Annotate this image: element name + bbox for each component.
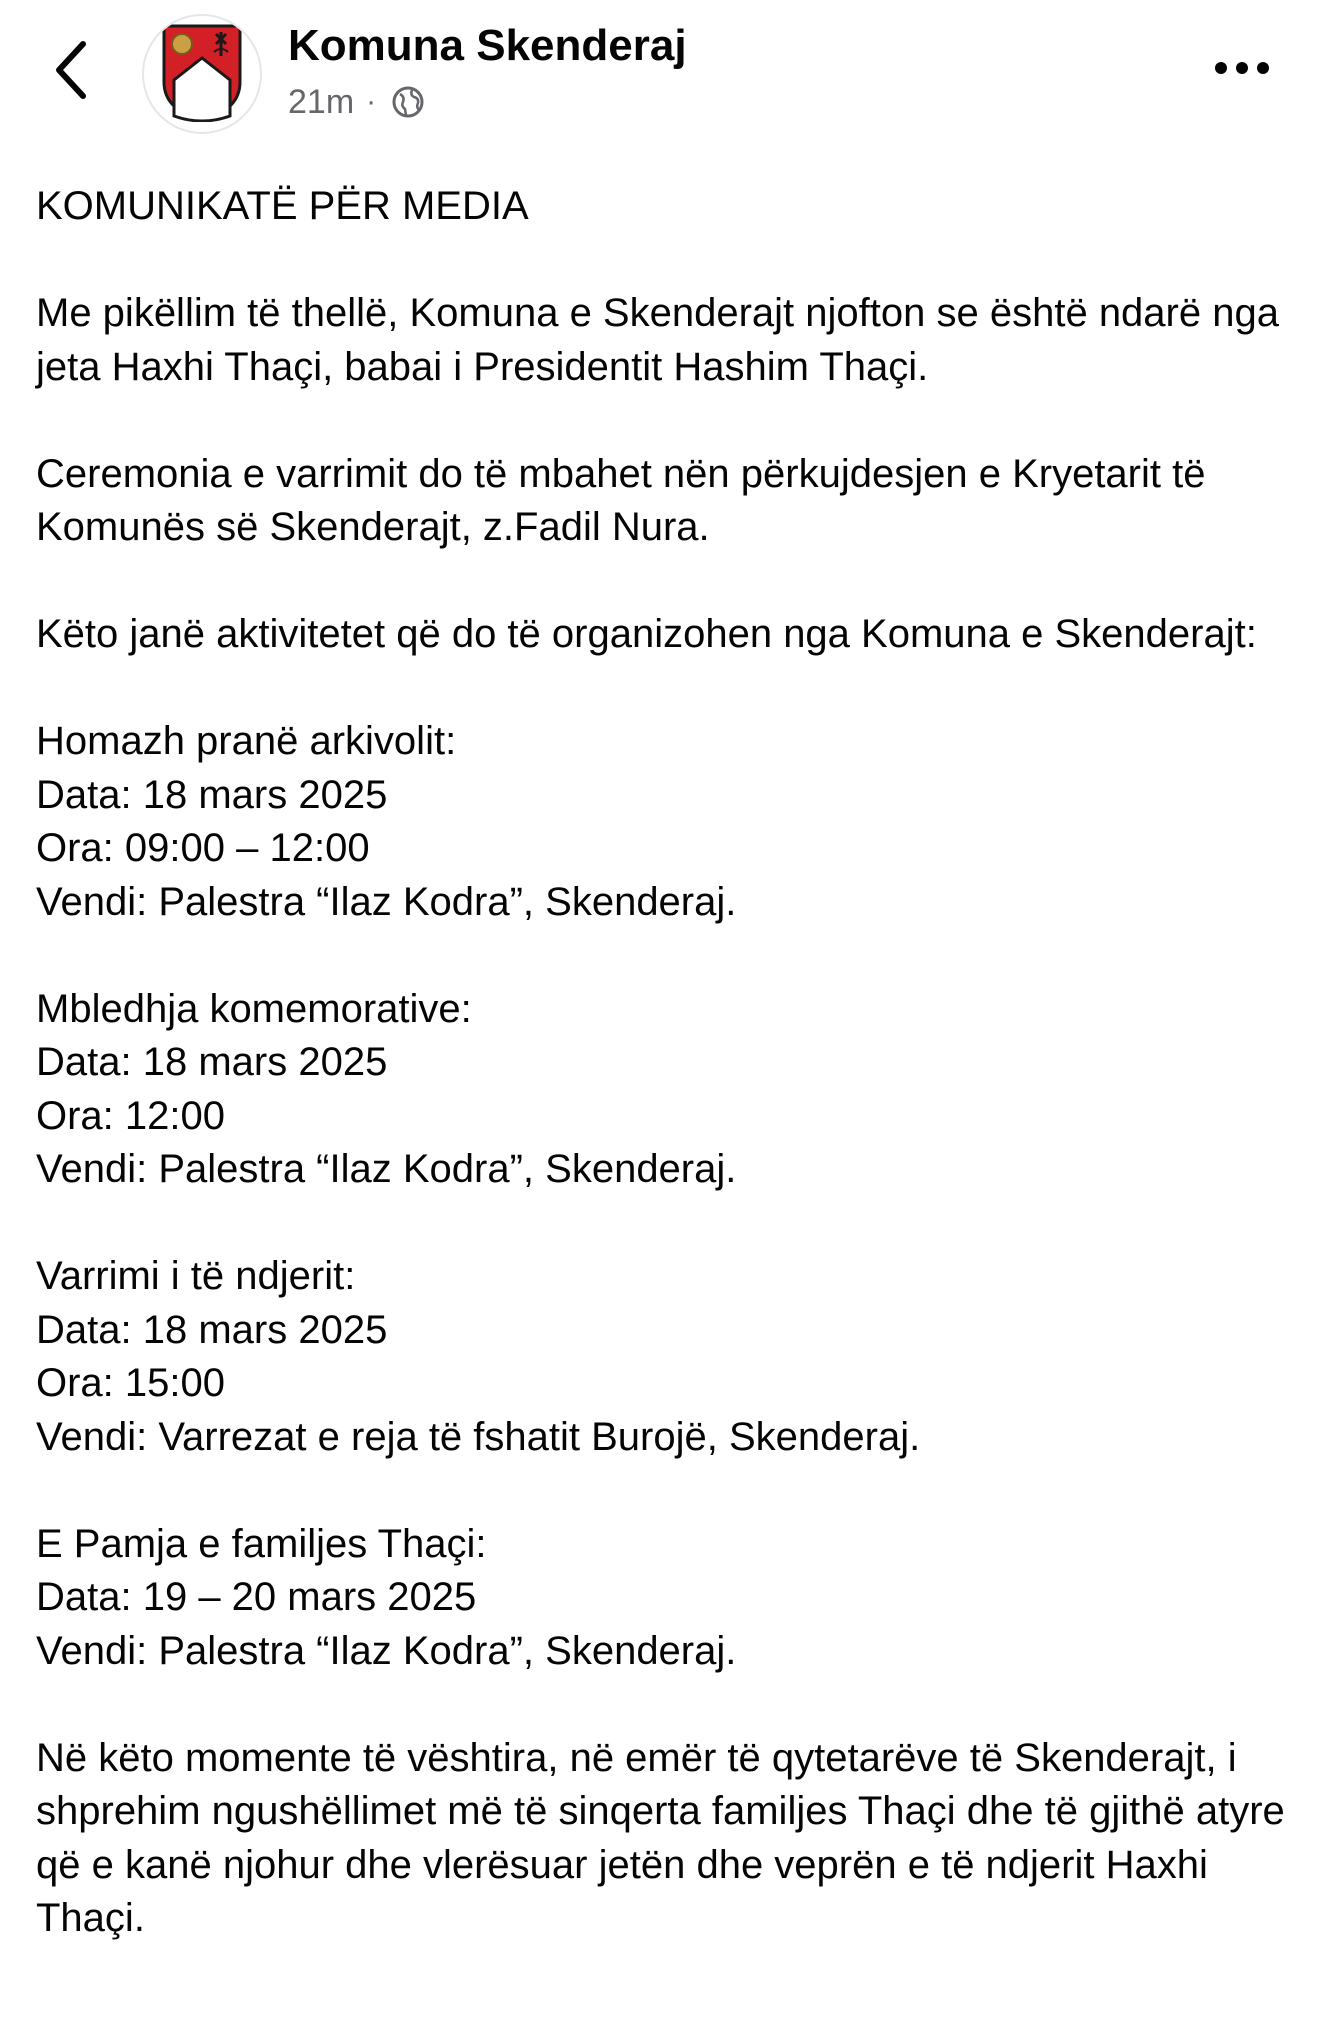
event-name: Varrimi i të ndjerit: [36,1254,356,1298]
event-time: Ora: 09:00 – 12:00 [36,826,370,870]
post-meta [288,80,428,124]
event-block [36,983,1298,1197]
municipality-coat-of-arms-icon [160,22,244,127]
post-closing: Në këto momente të vështira, në emër të qytetarëve të Skenderajt, i shprehim ngushëllimet më të sinqerta familjes Thaçi dhe të gjithë atyre që e kanë njohur dhe vlerësuar jetën dhe veprën e të ndjerit Haxhi Thaçi. [36,1735,1285,1940]
post-title [36,180,1298,234]
event-date: Data: 18 mars 2025 [36,1307,388,1352]
post-timestamp[interactable]: 21m [288,82,355,121]
chevron-left-icon [51,38,91,107]
event-date: Data: 18 mars 2025 [36,772,388,817]
post-body [36,180,1298,1946]
event-name: E Pamja e familjes Thaçi: [36,1521,487,1566]
avatar[interactable] [142,14,262,134]
event-place: Vendi: Palestra “Ilaz Kodra”, Skenderaj. [36,879,737,924]
post-title-text: KOMUNIKATË PËR MEDIA [36,184,529,228]
event-date: Data: 18 mars 2025 [36,1040,388,1084]
post-header [0,0,1320,150]
page-name[interactable]: Komuna Skenderaj [288,21,687,70]
more-options-button[interactable] [1200,40,1284,100]
back-button[interactable] [38,30,104,114]
event-block [36,1518,1298,1679]
event-block [36,715,1298,929]
more-horizontal-icon [1214,61,1270,80]
event-place: Vendi: Palestra “Ilaz Kodra”, Skenderaj. [36,1147,737,1191]
event-date: Data: 19 – 20 mars 2025 [36,1575,477,1619]
meta-separator: · [366,85,377,118]
post-ceremony: Ceremonia e varrimit do të mbahet nën përkujdesjen e Kryetarit të Komunës së Skenderajt, z.Fadil Nura. [36,451,1206,549]
event-place: Vendi: Varrezat e reja të fshatit Burojë, Skenderaj. [36,1414,921,1459]
globe-icon[interactable] [388,82,428,122]
post-intro: Me pikëllim të thellë, Komuna e Skenderajt njofton se është ndarë nga jeta Haxhi Thaçi, babai i Presidentit Hashim Thaçi. [36,291,1279,389]
event-place: Vendi: Palestra “Ilaz Kodra”, Skenderaj. [36,1628,737,1673]
post-activities-intro: Këto janë aktivitetet që do të organizohen nga Komuna e Skenderajt: [36,612,1257,656]
event-time: Ora: 12:00 [36,1093,226,1138]
event-time: Ora: 15:00 [36,1361,226,1405]
event-name: Mbledhja komemorative: [36,986,472,1031]
event-block [36,1250,1298,1464]
event-name: Homazh pranë arkivolit: [36,719,457,763]
